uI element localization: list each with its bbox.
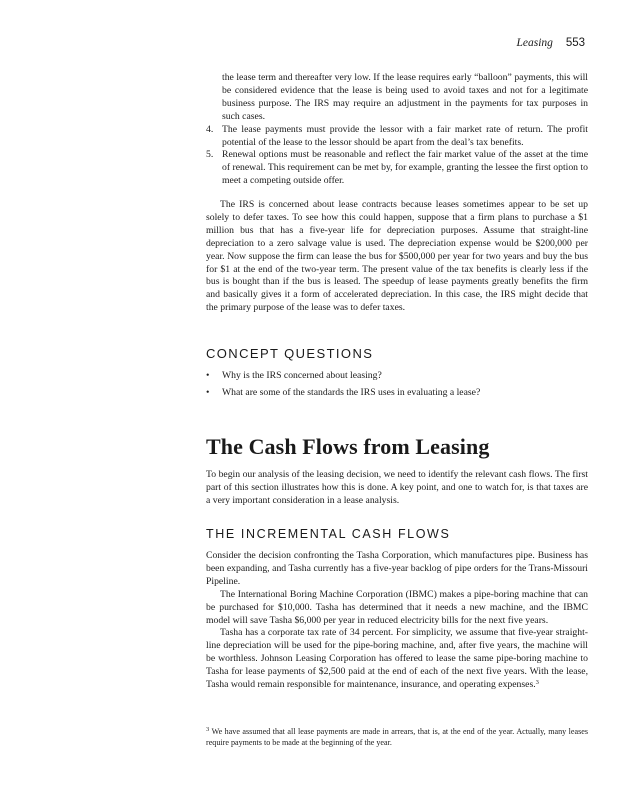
subsection-body [206, 550, 588, 692]
numbered-list [206, 124, 588, 189]
section-intro-paragraph: To begin our analysis of the leasing decision, we need to identify the relevant cash flows. The first part of this section illustrates how this is done. A key point, and one to watch for, is that taxes are a very important consideration in a lease analysis. [206, 469, 588, 506]
standards-list-block [206, 72, 588, 188]
concept-questions-list [206, 367, 588, 401]
list-item [206, 367, 588, 384]
list-item-text: The lease payments must provide the lessor with a fair market rate of return. The profit potential of the lease to the lessor should be apart from the deal’s tax benefits. [222, 123, 588, 148]
body-paragraph [206, 627, 588, 692]
footnote-reference: 3 [535, 679, 539, 687]
list-item-text: Renewal options must be reasonable and reflect the fair market value of the asset at the time of renewal. This requirement can be met by, for example, granting the lessee the first option to meet a competing outside offer. [222, 149, 588, 187]
concept-questions-title: CONCEPT QUESTIONS [206, 346, 374, 361]
bullet-icon: • [206, 370, 210, 381]
question-text: Why is the IRS concerned about leasing? [222, 370, 382, 381]
section-title: The Cash Flows from Leasing [206, 434, 490, 459]
footnote [206, 726, 588, 748]
subsection-title: THE INCREMENTAL CASH FLOWS [206, 527, 451, 541]
footnote-marker: 3 [206, 726, 210, 733]
footnote-text: We have assumed that all lease payments are made in arrears, that is, at the end of the year. Actually, many leases require payments to be made at the beginning of the year. [206, 727, 588, 747]
page-number: 553 [565, 37, 585, 49]
body-paragraph: Consider the decision confronting the Tasha Corporation, which manufactures pipe. Business has been expanding, and Tasha currently has a five-year backlog of pipe orders for the Trans-Missouri Pipeline. [206, 550, 588, 587]
body-paragraph-text: Tasha has a corporate tax rate of 34 percent. For simplicity, we assume that five-year straight-line depreciation will be used for the pipe-boring machine, and, after five years, the machine will be worthless. Johnson Leasing Corporation has offered to lease the same pipe-boring machine to Tasha for lease payments of $2,500 paid at the end of each of the next five years. With the lease, Tasha would remain responsible for maintenance, insurance, and operating expenses. [206, 627, 588, 691]
bullet-icon: • [206, 387, 210, 398]
list-number: 4. [206, 123, 214, 135]
list-item [206, 149, 588, 188]
list-item [206, 124, 588, 150]
list-item [206, 384, 588, 401]
chapter-title: Leasing [516, 37, 553, 49]
question-text: What are some of the standards the IRS uses in evaluating a lease? [222, 387, 481, 398]
concept-questions-box [206, 346, 588, 401]
body-paragraph: The International Boring Machine Corporation (IBMC) makes a pipe-boring machine that can be purchased for $10,000. Tasha has determined that it needs a new machine, and the IBMC model will save Tasha $6,000 per year in reduced electricity bills for the next five years. [206, 588, 588, 626]
running-header [517, 37, 585, 49]
continued-list-text: the lease term and thereafter very low. If the lease requires early “balloon” payments, this will be considered evidence that the lease is being used to avoid taxes and not for a legitimate business purpose. The IRS may require an adjustment in the payments for tax purposes in such cases. [222, 72, 588, 122]
list-number: 5. [206, 149, 214, 161]
irs-paragraph: The IRS is concerned about lease contracts because leases sometimes appear to be set up solely to defer taxes. To see how this could happen, suppose that a firm plans to purchase a $1 million bus that has a five-year life for depreciation purposes. Assume that straight-line depreciation to a zero salvage value is used. The depreciation expense would be $200,000 per year. Now suppose the firm can lease the bus for $500,000 per year for two years and buy the bus for $1 at the end of the two-year term. The present value of the tax benefits is clearly less if the bus is bought than if the bus is leased. The speedup of lease payments greatly benefits the firm and basically gives it a form of accelerated depreciation. In this case, the IRS might decide that the primary purpose of the lease was to defer taxes. [206, 199, 588, 314]
